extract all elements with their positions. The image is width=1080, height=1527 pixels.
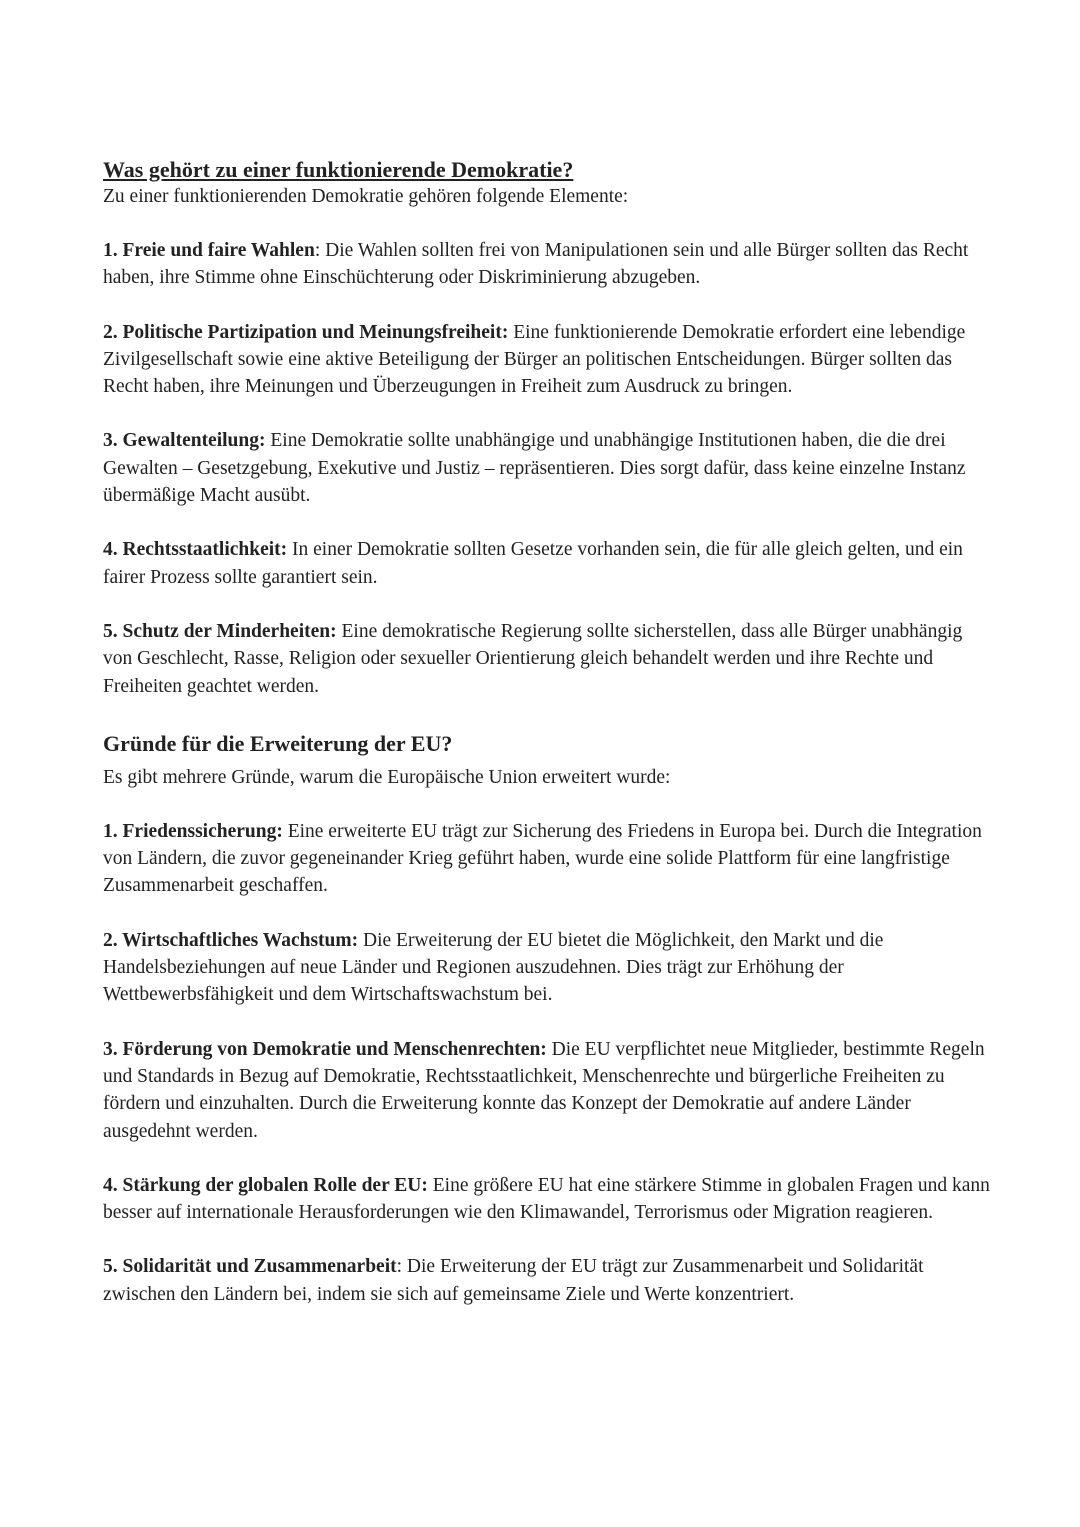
item-text: Eine demokratische Regierung sollte sicherstellen, dass alle Bürger unabhängig von Geschlecht, Rasse, Religion oder sexueller Orientierung gleich behandelt werden und ihre Rechte und Freiheiten geachtet werden.: [103, 620, 963, 697]
item-text: Eine funktionierende Demokratie erfordert eine lebendige Zivilgesellschaft sowie eine aktive Beteiligung der Bürger an politischen Entscheidungen. Bürger sollten das Recht haben, ihre Meinungen und Überzeugungen in Freiheit zum Ausdruck zu bringen.: [103, 321, 966, 398]
item-label: 1. Friedenssicherung:: [103, 820, 283, 842]
item-label: 2. Politische Partizipation und Meinungsfreiheit:: [103, 321, 509, 343]
section-intro-democracy: Zu einer funktionierenden Demokratie gehören folgende Elemente:: [103, 186, 629, 207]
list-item: [103, 536, 993, 591]
list-item: [103, 237, 993, 292]
item-label: 4. Rechtsstaatlichkeit:: [103, 539, 288, 561]
document-page: [103, 156, 993, 1308]
item-label: 5. Schutz der Minderheiten:: [103, 620, 337, 642]
list-item: [103, 1172, 993, 1227]
item-separator: :: [314, 240, 326, 261]
item-text: Eine Demokratie sollte unabhängige und unabhängige Institutionen haben, die die drei Gewalten – Gesetzgebung, Exekutive und Justiz – repräsentieren. Dies sorgt dafür, dass keine einzelne Instanz übermäßige Macht ausübt.: [103, 430, 966, 507]
item-text: Die Wahlen sollten frei von Manipulationen sein und alle Bürger sollten das Recht haben, ihre Stimme ohne Einschüchterung oder Diskriminierung abzugeben.: [103, 240, 969, 289]
list-item: [103, 319, 993, 401]
item-text: Die Erweiterung der EU trägt zur Zusammenarbeit und Solidarität zwischen den Ländern bei, indem sie sich auf gemeinsame Ziele und Werte konzentriert.: [103, 1256, 924, 1305]
list-item: [103, 427, 993, 509]
item-text: In einer Demokratie sollten Gesetze vorhanden sein, die für alle gleich gelten, und ein fairer Prozess sollte garantiert sein.: [103, 539, 963, 588]
item-label: 5. Solidarität und Zusammenarbeit: [103, 1256, 397, 1278]
item-label: 4. Stärkung der globalen Rolle der EU:: [103, 1174, 428, 1196]
section-title-democracy: Was gehört zu einer funktionierende Demokratie?: [103, 157, 574, 182]
section-intro-eu-enlargement: Es gibt mehrere Gründe, warum die Europäische Union erweitert wurde:: [103, 766, 671, 788]
item-label: 3. Förderung von Demokratie und Menschenrechten:: [103, 1038, 547, 1060]
item-separator: :: [396, 1256, 407, 1278]
item-text: Eine erweiterte EU trägt zur Sicherung des Friedens in Europa bei. Durch die Integration von Ländern, die zuvor gegeneinander Krieg geführt haben, wurde eine solide Plattform für eine langfristige Zusammenarbeit geschaffen.: [103, 820, 982, 897]
item-label: 2. Wirtschaftliches Wachstum:: [103, 929, 359, 951]
item-label: 3. Gewaltenteilung:: [103, 430, 266, 452]
list-item: [103, 1253, 993, 1308]
section-title-eu-enlargement: Gründe für die Erweiterung der EU?: [103, 730, 453, 756]
list-item: [103, 1036, 993, 1145]
item-label: 1. Freie und faire Wahlen: [103, 240, 315, 261]
item-text: Die EU verpflichtet neue Mitglieder, bestimmte Regeln und Standards in Bezug auf Demokratie, Rechtsstaatlichkeit, Menschenrechte und bürgerliche Freiheiten zu fördern und einzuhalten. Durch die Erweiterung konnte das Konzept der Demokratie auf andere Länder ausgedehnt werden.: [103, 1038, 985, 1142]
list-item: [103, 618, 993, 700]
list-item: [103, 818, 993, 900]
item-text: Die Erweiterung der EU bietet die Möglichkeit, den Markt und die Handelsbeziehungen auf neue Länder und Regionen auszudehnen. Dies trägt zur Erhöhung der Wettbewerbsfähigkeit und dem Wirtschaftswachstum bei.: [103, 929, 884, 1006]
item-text: Eine größere EU hat eine stärkere Stimme in globalen Fragen und kann besser auf internationale Herausforderungen wie den Klimawandel, Terrorismus oder Migration reagieren.: [103, 1174, 990, 1224]
list-item: [103, 927, 993, 1009]
